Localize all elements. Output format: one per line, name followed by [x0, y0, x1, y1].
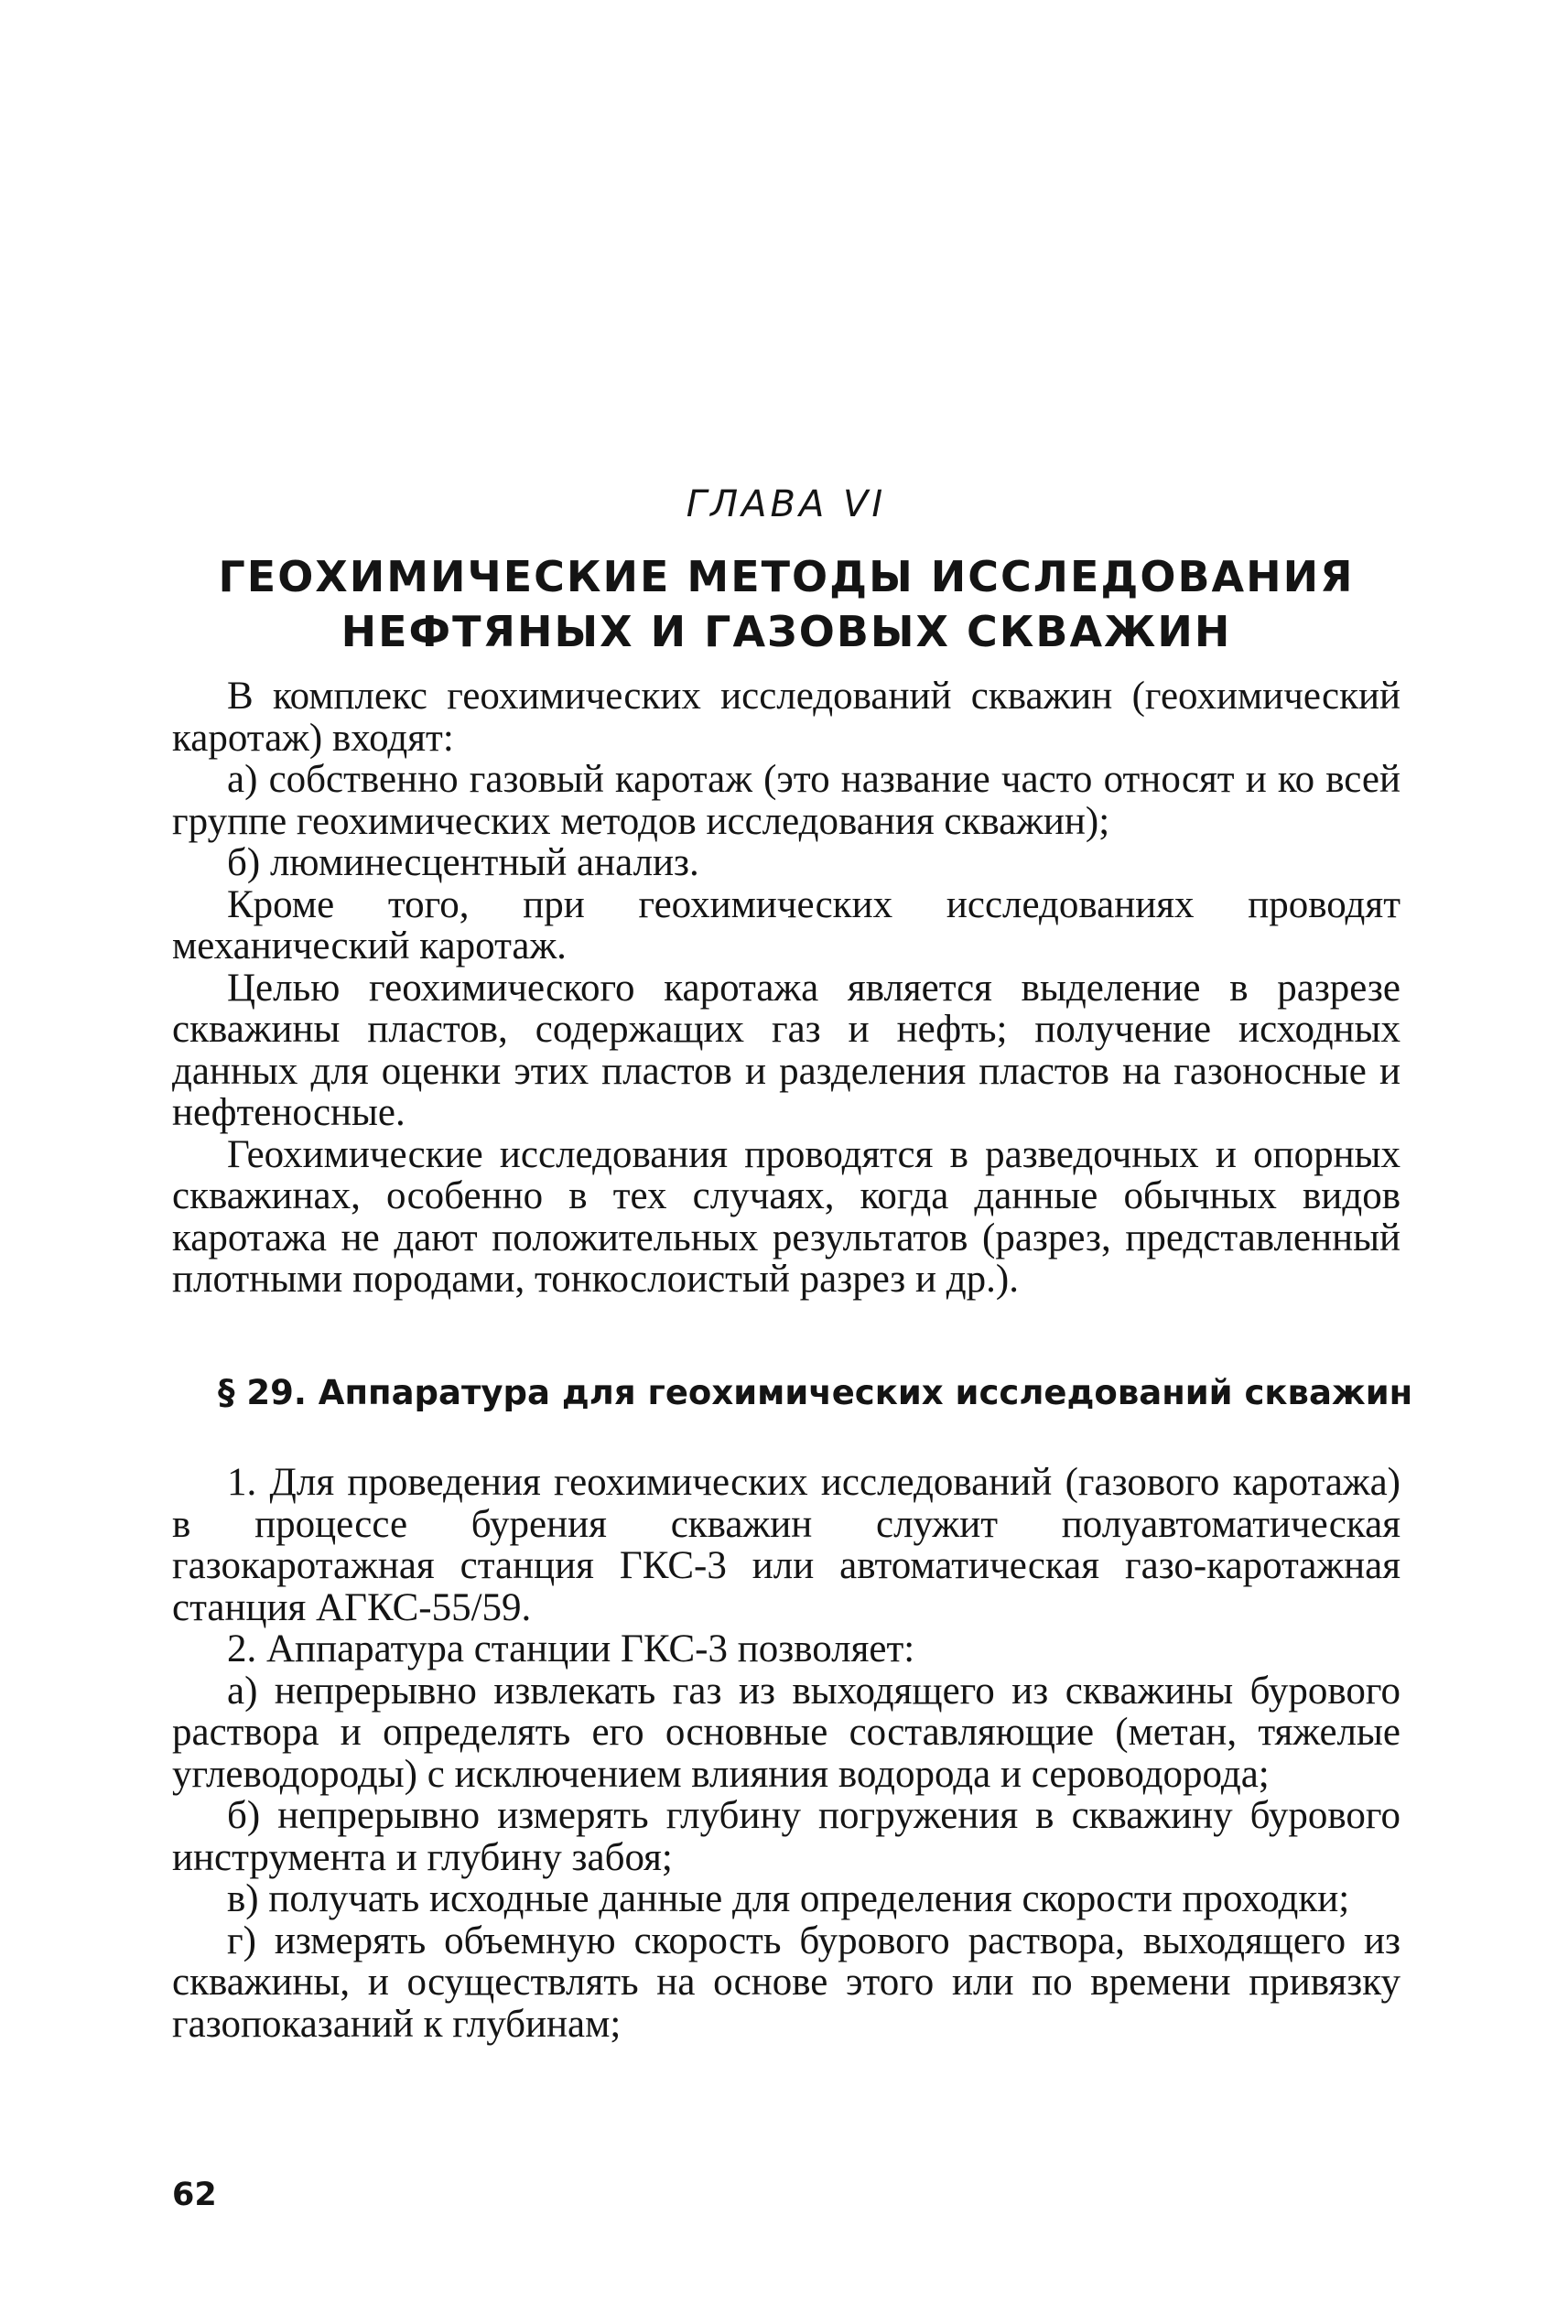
section-paragraph-2: 2. Аппаратура станции ГКС-3 позволяет: — [227, 1627, 915, 1670]
intro-paragraph-1: В комплекс геохимических исследований скважин (геохимический каротаж) входят: — [172, 675, 1400, 760]
intro-paragraph-3: б) люминесцентный анализ. — [227, 841, 699, 884]
chapter-title — [172, 549, 1400, 659]
section-paragraph-1: 1. Для проведения геохимических исследований (газового каротажа) в процессе бурения скважин служит полуавтоматическая газокаротажная станция ГКС-3 или автоматическая газо-каротажная станция АГКС-55/59. — [172, 1461, 1400, 1629]
intro-text — [172, 676, 1400, 1301]
book-page — [172, 0, 1413, 2324]
section-paragraph-3: а) непрерывно извлекать газ из выходящего из скважины бурового раствора и определять его основные составляющие (метан, тяжелые углеводороды) с исключением влияния водорода и сероводорода; — [172, 1669, 1400, 1796]
intro-paragraph-5: Целью геохимического каротажа является выделение в разрезе скважины пластов, содержащих газ и нефть; получение исходных данных для оценки этих пластов и разделения пластов на газоносные и нефтеносные. — [172, 966, 1400, 1134]
intro-paragraph-4: Кроме того, при геохимических исследованиях проводят механический каротаж. — [172, 882, 1400, 967]
section-heading: § 29. Аппаратура для геохимических исследований скважин — [218, 1373, 1413, 1412]
intro-paragraph-6: Геохимические исследования проводятся в разведочных и опорных скважинах, особенно в тех случаях, когда данные обычных видов каротажа не дают положительных результатов (разрез, представленный плотными породами, тонкослоистый разрез и др.). — [172, 1132, 1400, 1301]
chapter-label: ГЛАВА VI — [686, 483, 887, 525]
intro-paragraph-2: а) собственно газовый каротаж (это название часто относят и ко всей группе геохимических методов исследования скважин); — [172, 758, 1400, 843]
section-paragraph-5: в) получать исходные данные для определения скорости проходки; — [227, 1877, 1350, 1920]
section-text — [172, 1462, 1400, 2045]
chapter-title-line-2: НЕФТЯНЫХ И ГАЗОВЫХ СКВАЖИН — [341, 607, 1232, 656]
section-paragraph-6: г) измерять объемную скорость бурового раствора, выходящего из скважины, и осуществлять на основе этого или по времени привязку газопоказаний к глубинам; — [172, 1919, 1400, 2046]
page-number: 62 — [172, 2177, 217, 2213]
chapter-title-line-1: ГЕОХИМИЧЕСКИЕ МЕТОДЫ ИССЛЕДОВАНИЯ — [218, 552, 1355, 601]
section-paragraph-4: б) непрерывно измерять глубину погружения в скважину бурового инструмента и глубину забоя; — [172, 1794, 1400, 1879]
